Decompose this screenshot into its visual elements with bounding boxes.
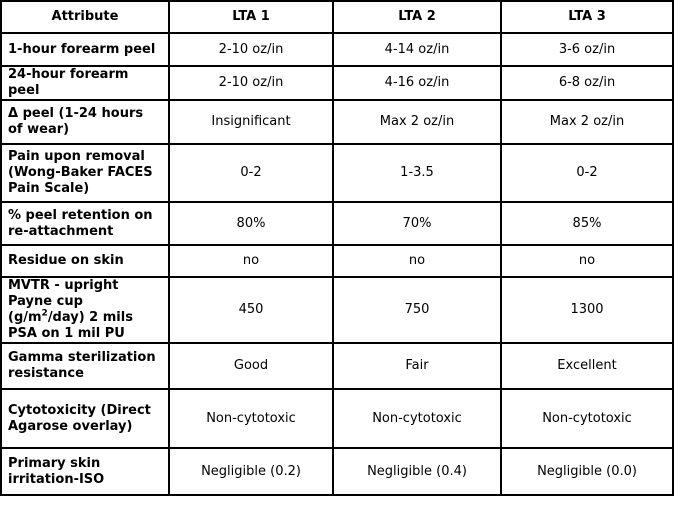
- row-value-lta-3: 3-6 oz/in: [501, 33, 673, 66]
- row-value-lta-3: 6-8 oz/in: [501, 66, 673, 100]
- table-row: [1, 144, 673, 202]
- table-row: [1, 66, 673, 100]
- mvtr-label-superscript: 2: [41, 308, 48, 319]
- header-lta-1: LTA 1: [169, 1, 333, 33]
- row-value-lta-2: 750: [333, 277, 501, 343]
- mvtr-label-part1: MVTR - upright Payne cup (g/m: [8, 278, 119, 325]
- table-row: [1, 100, 673, 144]
- row-value-lta-3: 0-2: [501, 144, 673, 202]
- row-value-lta-2: Fair: [333, 343, 501, 389]
- row-value-lta-2: 70%: [333, 202, 501, 245]
- row-attribute: [1, 277, 169, 343]
- row-value-lta-1: 2-10 oz/in: [169, 33, 333, 66]
- header-lta-3: LTA 3: [501, 1, 673, 33]
- table-row: [1, 277, 673, 343]
- row-value-lta-3: Max 2 oz/in: [501, 100, 673, 144]
- row-attribute: Primary skin irritation-ISO: [1, 448, 169, 495]
- table-row: [1, 448, 673, 495]
- row-attribute: Pain upon removal (Wong-Baker FACES Pain Scale): [1, 144, 169, 202]
- row-value-lta-2: Max 2 oz/in: [333, 100, 501, 144]
- row-value-lta-3: 85%: [501, 202, 673, 245]
- row-value-lta-3: Excellent: [501, 343, 673, 389]
- row-attribute: Cytotoxicity (Direct Agarose overlay): [1, 389, 169, 448]
- row-value-lta-2: 1-3.5: [333, 144, 501, 202]
- table-row: [1, 343, 673, 389]
- mvtr-label-part2: /day) 2 mils PSA on 1 mil PU: [8, 310, 133, 341]
- row-attribute: 24-hour forearm peel: [1, 66, 169, 100]
- row-value-lta-1: 2-10 oz/in: [169, 66, 333, 100]
- row-value-lta-2: no: [333, 245, 501, 277]
- row-value-lta-1: Insignificant: [169, 100, 333, 144]
- table-row: [1, 202, 673, 245]
- row-value-lta-1: 0-2: [169, 144, 333, 202]
- row-attribute: Δ peel (1-24 hours of wear): [1, 100, 169, 144]
- row-value-lta-1: Negligible (0.2): [169, 448, 333, 495]
- header-attribute: Attribute: [1, 1, 169, 33]
- row-value-lta-3: Negligible (0.0): [501, 448, 673, 495]
- row-value-lta-1: no: [169, 245, 333, 277]
- row-value-lta-1: 80%: [169, 202, 333, 245]
- row-value-lta-2: Non-cytotoxic: [333, 389, 501, 448]
- row-value-lta-3: Non-cytotoxic: [501, 389, 673, 448]
- row-value-lta-2: 4-14 oz/in: [333, 33, 501, 66]
- row-value-lta-1: Non-cytotoxic: [169, 389, 333, 448]
- row-value-lta-2: 4-16 oz/in: [333, 66, 501, 100]
- row-value-lta-3: 1300: [501, 277, 673, 343]
- header-lta-2: LTA 2: [333, 1, 501, 33]
- row-value-lta-3: no: [501, 245, 673, 277]
- row-attribute: % peel retention on re-attachment: [1, 202, 169, 245]
- table-row: [1, 245, 673, 277]
- header-row: [1, 1, 673, 33]
- table-row: [1, 33, 673, 66]
- row-attribute: 1-hour forearm peel: [1, 33, 169, 66]
- row-attribute: Gamma sterilization resistance: [1, 343, 169, 389]
- row-value-lta-2: Negligible (0.4): [333, 448, 501, 495]
- row-value-lta-1: 450: [169, 277, 333, 343]
- row-value-lta-1: Good: [169, 343, 333, 389]
- table-row: [1, 389, 673, 448]
- row-attribute: Residue on skin: [1, 245, 169, 277]
